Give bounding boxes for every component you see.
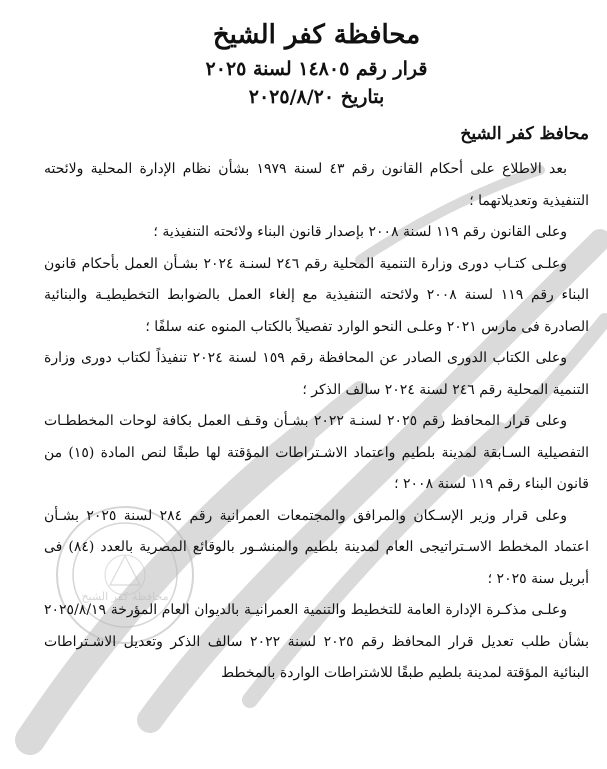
paragraph: بعد الاطلاع على أحكام القانون رقم ٤٣ لسنة ١٩٧٩ بشأن نظام الإدارة المحلية ولائحته التنفيذية وتعديلاتهما ؛ xyxy=(44,161,589,209)
stamp-ring-text: محافظة كفر الشيخ xyxy=(81,590,169,603)
document-content xyxy=(44,18,589,690)
decision-date: بتاريخ ٢٠٢٥/٨/٢٠ xyxy=(248,86,385,108)
paragraph: وعلـى مذكـرة الإدارة العامة للتخطيط والتنمية العمرانيـة بالديوان العام المؤرخة ٢٠٢٥/٨/١٩ بشأن طلب تعديل قرار المحافظ رقم ٢٠٢٥ لسنة ٢٠٢٢ سالف الذكر وتعديل الاشـتراطات البنائية المؤقتة لمدينة بلطيم طبقًا للاشتراطات الواردة بالمخطط xyxy=(44,602,590,681)
paragraph: وعلى قرار وزير الإسـكان والمرافق والمجتمعات العمرانية رقم ٢٨٤ لسنة ٢٠٢٥ بشـأن اعتماد المخطط الاسـتراتيجى العام لمدينة بلطيم والمنشـور بالوقائع المصرية بالعدد (٨٤) فى أبريل سنة ٢٠٢٥ ؛ xyxy=(44,507,589,587)
governorate-heading: محافظة كفر الشيخ xyxy=(212,20,421,50)
paragraph: وعلى الكتاب الدورى الصادر عن المحافظة رقم ١٥٩ لسنة ٢٠٢٤ تنفيذاً لكتاب دورى وزارة التنمية المحلية رقم ٢٤٦ لسنة ٢٠٢٤ سالف الذكر ؛ xyxy=(44,350,589,398)
paragraph: وعلـى كتـاب دورى وزارة التنمية المحلية رقم ٢٤٦ لسنـة ٢٠٢٤ بشـأن العمل بأحكام قانون البناء رقم ١١٩ لسنة ٢٠٠٨ ولائحته التنفيذية مع إلغاء العمل بالضوابط التخطيطيـة والبنائية الصادرة فى مارس ٢٠٢١ وعلـى النحو الوارد تفصيلاً بالكتاب المنوه عنه سلفًا ؛ xyxy=(44,255,589,335)
paragraph: وعلى القانون رقم ١١٩ لسنة ٢٠٠٨ بإصدار قانون البناء ولائحته التنفيذية ؛ xyxy=(153,224,567,240)
decision-number: قرار رقم ١٤٨٠٥ لسنة ٢٠٢٥ xyxy=(205,58,428,80)
governor-title: محافظ كفر الشيخ xyxy=(460,124,589,144)
paragraph: وعلى قرار المحافظ رقم ٢٠٢٥ لسنـة ٢٠٢٢ بشـأن وقـف العمل بكافة لوحات المخططـات التفصيلية السـابقة لمدينة بلطيم واعتماد الاشـتراطات المؤقتة لها طبقًا لنص المادة (١٥) من قانون البناء رقم ١١٩ لسنة ٢٠٠٨ ؛ xyxy=(44,413,589,492)
